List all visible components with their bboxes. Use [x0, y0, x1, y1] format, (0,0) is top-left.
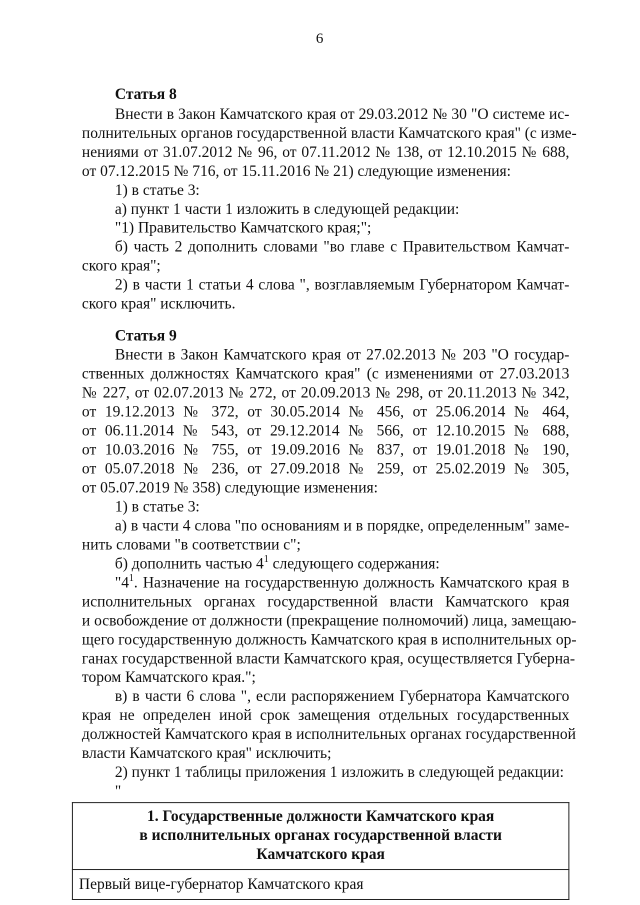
line-text: следующего содержания: [268, 555, 440, 573]
header-line: Камчатского края [256, 846, 385, 864]
article-8-line: б) часть 2 дополнить словами "во главе с Правительством Камчат- [114, 238, 570, 256]
line-text: . Назначение на государственную должность Камчатского края в [133, 574, 570, 592]
superscript: 1 [263, 554, 269, 566]
article-9-line: должностей Камчатского края в исполнительных органах государственной [81, 726, 576, 744]
table-row [72, 870, 568, 900]
article-8-line: Внести в Закон Камчатского края от 29.03.2012 № 30 "О системе ис- [114, 105, 570, 123]
article-8-line: "1) Правительство Камчатского края;"; [114, 219, 372, 237]
article-9-line: от 10.03.2016 № 755, от 19.09.2016 № 837, от 19.01.2018 № 190, [81, 441, 570, 459]
table-cell: Первый вице-губернатор Камчатского края [72, 870, 568, 900]
line-text: б) дополнить частью 4 [114, 555, 264, 573]
article-9-line: от 05.07.2019 № 358) следующие изменения: [81, 479, 378, 497]
article-9-line [115, 554, 569, 573]
article-8-title: Статья 8 [114, 85, 177, 103]
article-9-line: ганах государственной власти Камчатского края, осуществляется Губерна- [81, 650, 576, 668]
header-line: 1. Государственные должности Камчатского края [146, 808, 495, 826]
article-9-line: тором Камчатского края."; [81, 669, 256, 687]
table-header-cell [72, 803, 568, 870]
article-9-line: от 19.12.2013 № 372, от 30.05.2014 № 456, от 25.06.2014 № 464, [81, 403, 570, 421]
article-9-line: края не определен иной срок замещения отдельных государственных [81, 707, 570, 725]
article-8-line: ского края" исключить. [81, 295, 236, 313]
article-8-line: ского края"; [81, 257, 161, 275]
header-line: в исполнительных органах государственной власти [139, 827, 502, 845]
article-9-line [115, 573, 569, 592]
article-8-line: полнительных органов государственной власти Камчатского края" (с изме- [81, 124, 577, 142]
article-9-line: ственных должностях Камчатского края" (с изменениями от 27.03.2013 [81, 365, 570, 383]
article-9-line: власти Камчатского края" исключить; [81, 745, 332, 763]
article-9-line: № 227, от 02.07.2013 № 272, от 20.09.2013 № 298, от 20.11.2013 № 342, [81, 384, 570, 402]
article-8-line: 1) в статье 3: [114, 181, 200, 199]
positions-table [72, 802, 569, 900]
line-text: "4 [114, 574, 129, 592]
article-9-line: от 06.11.2014 № 543, от 29.12.2014 № 566, от 12.10.2015 № 688, [81, 422, 570, 440]
article-9-line: нить словами "в соответствии с"; [81, 536, 301, 554]
article-8-line: нениями от 31.07.2012 № 96, от 07.11.2012 № 138, от 12.10.2015 № 688, [81, 143, 570, 161]
article-9-line: " [114, 783, 122, 801]
article-9-line: исполнительных органах государственной власти Камчатского края [81, 593, 570, 611]
article-9-line: и освобождение от должности (прекращение полномочий) лица, замещаю- [81, 612, 577, 630]
article-8-line: 2) в части 1 статьи 4 слова ", возглавляемым Губернатором Камчат- [114, 276, 570, 294]
article-8-line: от 07.12.2015 № 716, от 15.11.2016 № 21) следующие изменения: [81, 162, 511, 180]
table-header-row [72, 803, 568, 870]
article-9-line: 1) в статье 3: [114, 498, 200, 516]
article-9-line: в) в части 6 слова ", если распоряжением Губернатора Камчатского [114, 688, 570, 706]
article-9-line: а) в части 4 слова "по основаниям и в порядке, определенным" заме- [114, 517, 570, 535]
article-9-line: щего государственную должность Камчатского края в исполнительных ор- [81, 631, 577, 649]
superscript: 1 [128, 573, 134, 585]
article-9-line: 2) пункт 1 таблицы приложения 1 изложить в следующей редакции: [114, 764, 564, 782]
article-9-line: от 05.07.2018 № 236, от 27.09.2018 № 259, от 25.02.2019 № 305, [81, 460, 570, 478]
page-number: 6 [315, 30, 324, 47]
article-9-title: Статья 9 [114, 327, 177, 345]
article-8-line: а) пункт 1 части 1 изложить в следующей редакции: [114, 200, 460, 218]
article-9-line: Внести в Закон Камчатского края от 27.02.2013 № 203 "О государ- [114, 346, 570, 364]
